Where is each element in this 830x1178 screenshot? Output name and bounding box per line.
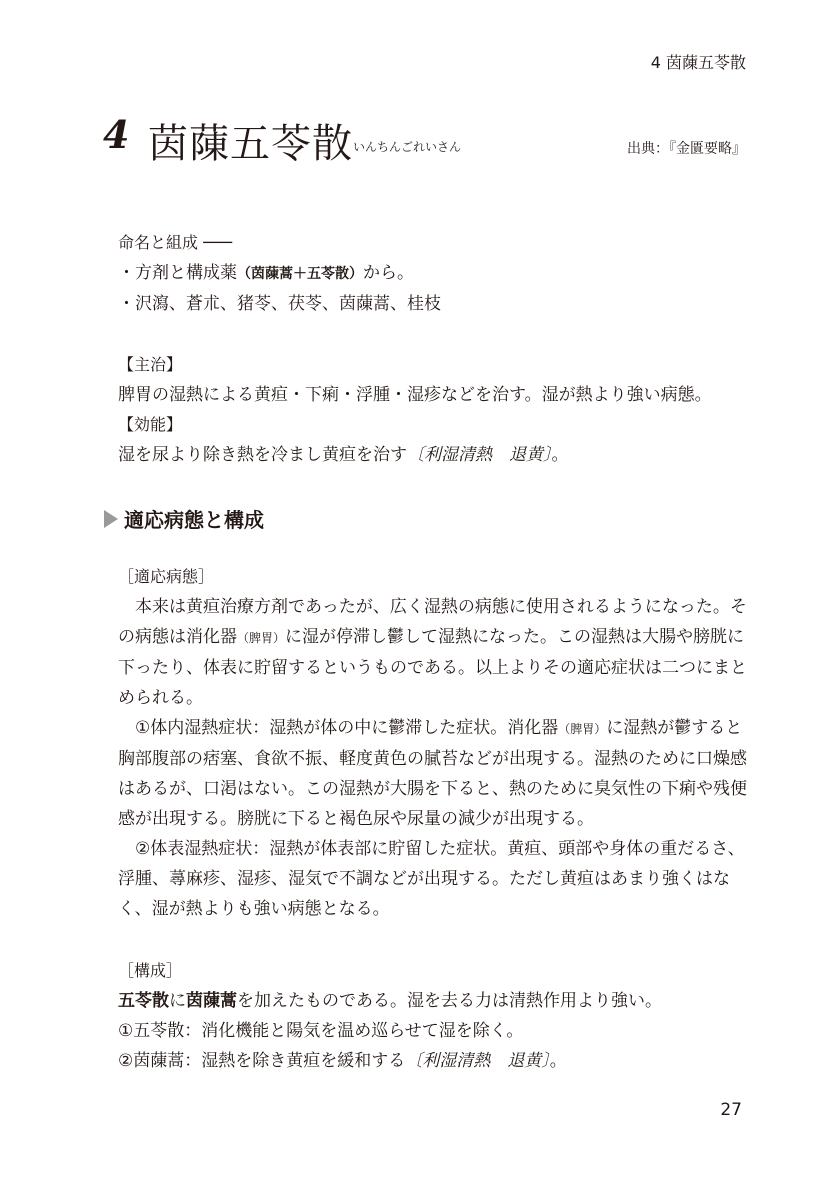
page-number: 27 [720, 1100, 742, 1120]
source-citation: 出典：『金匱要略』 [627, 141, 746, 157]
composition-line-3 [118, 1046, 758, 1076]
pathology-p2-a: 湿熱が体の中に鬱滞した症状。消化器 [269, 718, 559, 738]
naming-line-2: ・沢瀉、蒼朮、猪苓、茯苓、茵蔯蒿、桂枝 [118, 294, 441, 314]
pathology-label: ［適応病態］ [118, 567, 215, 586]
naming-line-1 [118, 258, 758, 289]
pathology-paragraph-1 [118, 592, 758, 713]
running-head: 4 茵蔯五苓散 [650, 53, 746, 72]
composition-line-2-text: 消化機能と陽気を温め巡らせて湿を除く。 [201, 1021, 524, 1041]
pathology-p2-head: ①体内湿熱症状： [118, 718, 270, 738]
composition-label: ［構成］ [118, 961, 183, 980]
pathology-paragraph-2 [118, 713, 758, 834]
composition-line-2-head: ①五苓散： [118, 1021, 202, 1041]
indications-section [118, 350, 758, 470]
section-heading-text: 適応病態と構成 [124, 508, 264, 532]
efficacy-end: 。 [551, 445, 569, 465]
triangle-bullet-icon [104, 510, 118, 528]
naming-line-1-suffix: から。 [363, 263, 414, 283]
pathology-p1-small: （脾胃） [237, 631, 286, 645]
naming-line-1-text: ・方剤と構成薬 [118, 263, 237, 283]
chapter-number: 4 [103, 112, 130, 157]
efficacy-paren: 〔利湿清熱 退黄〕 [407, 445, 552, 465]
naming-section [118, 228, 758, 319]
pathology-section [118, 562, 758, 924]
title-reading: いんちんごれいさん [353, 140, 462, 154]
composition-rest: を加えたものである。湿を去る力は清熱作用より強い。 [237, 991, 662, 1011]
page-title: 茵蔯五苓散 [148, 121, 353, 167]
composition-line-3-end: 。 [549, 1051, 567, 1071]
efficacy-text-line [118, 440, 758, 470]
pathology-p1-b: に湿が停滞し鬱して湿熱になった。この湿熱は大腸や膀胱に下ったり、体表に貯留するというものである。以上よりその適応症状は二つにまとめられる。 [118, 627, 747, 708]
section-heading [104, 504, 264, 533]
efficacy-label: 【効能】 [118, 415, 183, 434]
composition-bold-1: 五苓散 [118, 991, 169, 1011]
composition-line-1 [118, 986, 758, 1016]
pathology-paragraph-3 [118, 834, 758, 924]
composition-section [118, 956, 758, 1076]
naming-line-1-paren: （茵蔯蒿＋五苓散） [237, 266, 363, 282]
pathology-p2-small: （脾胃） [558, 722, 607, 736]
composition-mid: に [169, 991, 186, 1011]
indications-text: 脾胃の湿熱による黄疸・下痢・浮腫・湿疹などを治す。湿が熱より強い病態。 [118, 385, 712, 405]
pathology-p2-b: に湿熱が鬱すると胸部腹部の痞塞、食欲不振、軽度黄色の膩苔などが出現する。湿熱のために口燥感はあるが、口渇はない。この湿熱が大腸を下ると、熱のために臭気性の下痢や残便感が出現する。膀胱に下ると褐色尿や尿量の減少が出現する。 [118, 718, 747, 829]
composition-bold-2: 茵蔯蒿 [186, 991, 237, 1011]
efficacy-text: 湿を尿より除き熱を冷まし黄疸を治す [118, 445, 407, 465]
indications-label: 【主治】 [118, 355, 183, 374]
pathology-p3-text: 湿熱が体表部に貯留した症状。黄疸、頭部や身体の重だるさ、浮腫、蕁麻疹、湿疹、湿気で不調などが出現する。ただし黄疸はあまり強くはなく、湿が熱よりも強い病態となる。 [118, 839, 745, 919]
pathology-p3-head: ②体表湿熱症状： [118, 839, 270, 859]
composition-line-3-head: ②茵蔯蒿： [118, 1051, 202, 1071]
composition-line-3-paren: 〔利湿清熱 退黄〕 [405, 1051, 550, 1071]
naming-label: 命名と組成 ─── [118, 233, 232, 252]
composition-line-3-text: 湿熱を除き黄疸を緩和する [201, 1051, 406, 1071]
pathology-p1-a: 本来は黄疸治療方剤であったが、広く湿熱の病態に使用されるようになった。その病態は消化器 [118, 597, 747, 647]
composition-line-2 [118, 1016, 758, 1046]
